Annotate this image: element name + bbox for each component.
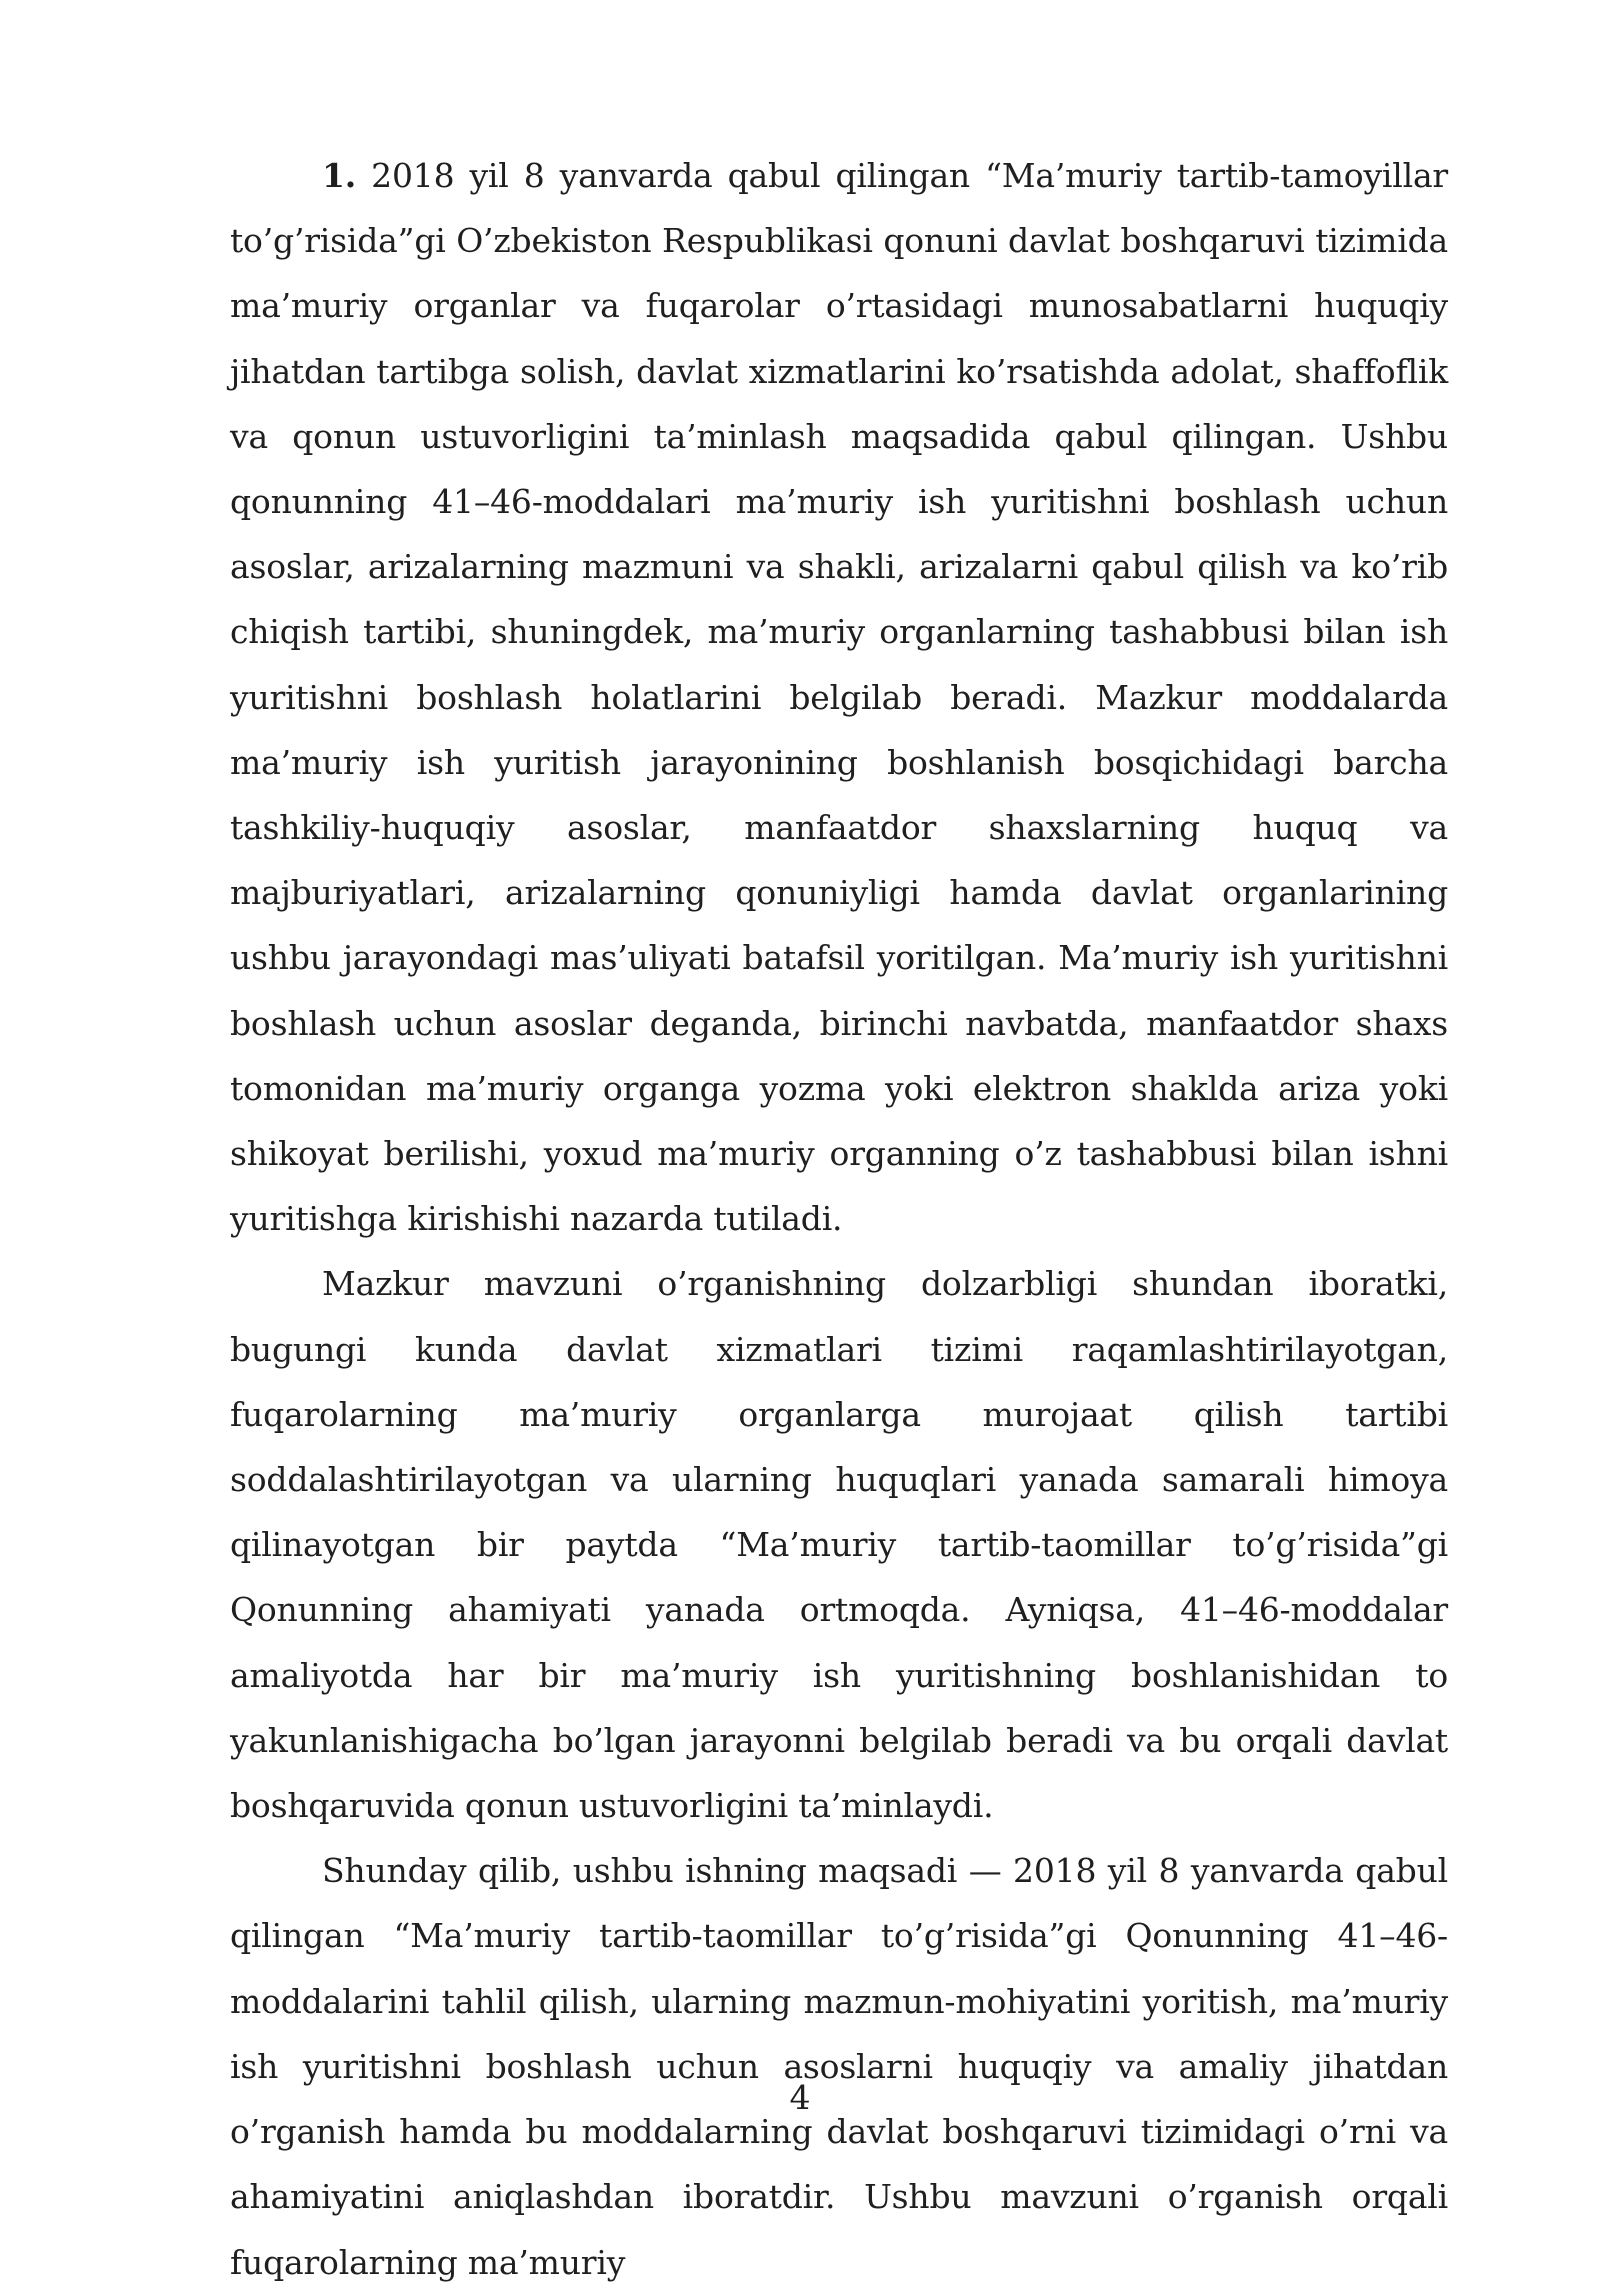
paragraph-text: 2018 yil 8 yanvarda qabul qilingan “Ma’muriy tartib-tamoyillar to’g’risida”gi O’zbekiston Respublikasi qonuni davlat boshqaruvi tizimida ma’muriy organlar va fuqarolar o’rtasidagi munosabatlarni huquqiy jihatdan tartibga solish, davlat xizmatlarini ko’rsatishda adolat, shaffoflik va qonun ustuvorligini ta’minlash maqsadida qabul qilingan. Ushbu qonunning 41–46-moddalari ma’muriy ish yuritishni boshlash uchun asoslar, arizalarning mazmuni va shakli, arizalarni qabul qilish va ko’rib chiqish tartibi, shuningdek, ma’muriy organlarning tashabbusi bilan ish yuritishni boshlash holatlarini belgilab beradi. Mazkur moddalarda ma’muriy ish yuritish jarayonining boshlanish bosqichidagi barcha tashkiliy-huquqiy asoslar, manfaatdor shaxslarning huquq va majburiyatlari, arizalarning qonuniyligi hamda davlat organlarining ushbu jarayondagi mas’uliyati batafsil yoritilgan. Ma’muriy ish yuritishni boshlash uchun asoslar deganda, birinchi navbatda, manfaatdor shaxs tomonidan ma’muriy organga yozma yoki elektron shaklda ariza yoki shikoyat berilishi, yoxud ma’muriy organning o’z tashabbusi bilan ishni yuritishga kirishishi nazarda tutiladi. (230, 156, 1448, 1239)
paragraph-text: Mazkur mavzuni o’rganishning dolzarbligi shundan iboratki, bugungi kunda davlat xizmatlari tizimi raqamlashtirilayotgan, fuqarolarning ma’muriy organlarga murojaat qilish tartibi soddalashtirilayotgan va ularning huquqlari yanada samarali himoya qilinayotgan bir paytda “Ma’muriy tartib-taomillar to’g’risida”gi Qonunning ahamiyati yanada ortmoqda. Ayniqsa, 41–46-moddalar amaliyotda har bir ma’muriy ish yuritishning boshlanishidan to yakunlanishigacha bo’lgan jarayonni belgilab beradi va bu orqali davlat boshqaruvida qonun ustuvorligini ta’minlaydi. (230, 1264, 1448, 1826)
page-number: 4 (789, 2078, 811, 2117)
paragraph-text: Shunday qilib, ushbu ishning maqsadi — 2018 yil 8 yanvarda qabul qilingan “Ma’muriy tartib-taomillar to’g’risida”gi Qonunning 41–46-moddalarini tahlil qilish, ularning mazmun-mohiyatini yoritish, ma’muriy ish yuritishni boshlash uchun asoslarni huquqiy va amaliy jihatdan o’rganish hamda bu moddalarning davlat boshqaruvi tizimidagi o’rni va ahamiyatini aniqlashdan iboratdir. Ushbu mavzuni o’rganish orqali fuqarolarning ma’muriy (230, 1851, 1448, 2282)
paragraph-3 (230, 1838, 1448, 2294)
paragraph-number: 1. (322, 156, 357, 195)
document-body (230, 143, 1448, 2295)
paragraph-2 (230, 1251, 1448, 1838)
paragraph-1 (230, 143, 1448, 1251)
